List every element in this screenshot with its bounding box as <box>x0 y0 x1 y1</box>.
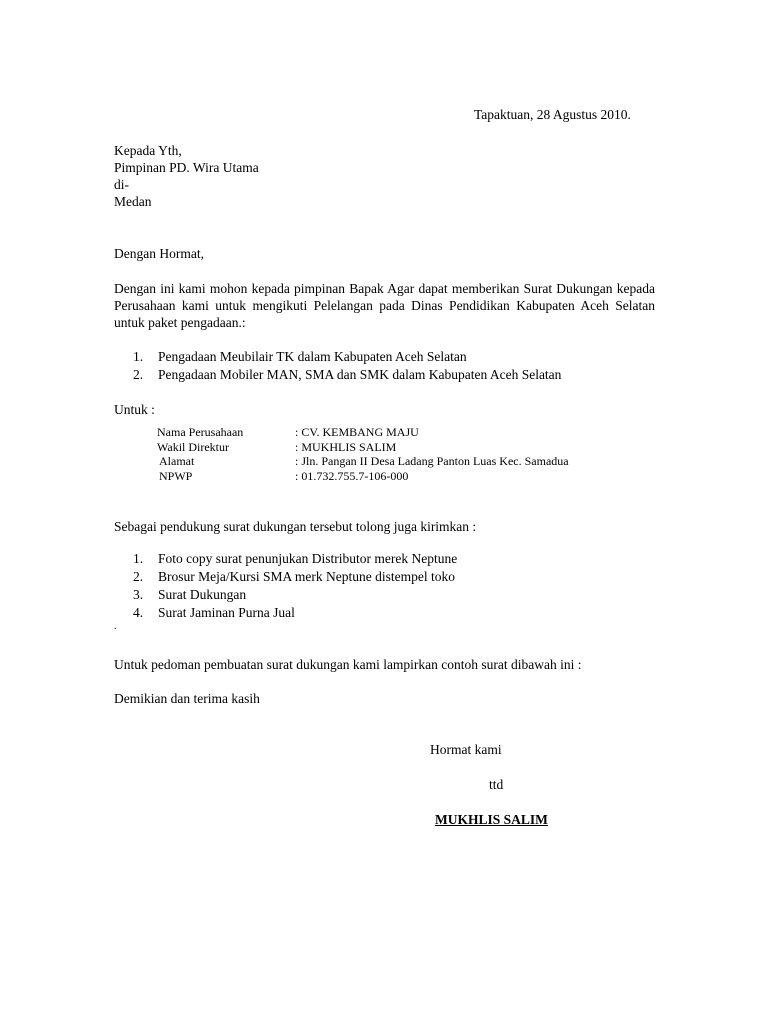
list-item <box>114 568 457 586</box>
recipient-line: Pimpinan PD. Wira Utama <box>114 160 259 175</box>
intro-paragraph: Dengan ini kami mohon kepada pimpinan Bapak Agar dapat memberikan Surat Dukungan kepada Perusahaan kami untuk mengikuti Pelelangan pada Dinas Pendidikan Kabupaten Aceh Selatan untuk paket pengadaan.: <box>114 281 655 330</box>
supporting-documents-list <box>114 550 457 622</box>
recipient-line: Kepada Yth, <box>114 143 182 158</box>
signature-ttd: ttd <box>489 777 504 792</box>
list-item-text: Pengadaan Meubilair TK dalam Kabupaten Aceh Selatan <box>158 349 467 364</box>
list-number: 2. <box>133 569 144 584</box>
list-item <box>114 366 561 384</box>
table-row <box>157 440 569 455</box>
recipient-line: di- <box>114 177 129 192</box>
recipient-block <box>114 142 259 210</box>
table-row <box>157 469 569 484</box>
list-item <box>114 348 561 366</box>
signature-regards: Hormat kami <box>430 742 502 757</box>
detail-label: NPWP <box>159 468 193 483</box>
letter-date: Tapaktuan, 28 Agustus 2010. <box>474 107 631 122</box>
stray-mark: . <box>114 621 117 632</box>
guidance-paragraph: Untuk pedoman pembuatan surat dukungan kami lampirkan contoh surat dibawah ini : <box>114 657 582 672</box>
detail-label: Nama Perusahaan <box>157 425 244 439</box>
for-label: Untuk : <box>114 402 155 417</box>
detail-value: : CV. KEMBANG MAJU <box>295 425 419 439</box>
list-number: 1. <box>133 349 144 364</box>
table-row <box>157 454 569 469</box>
recipient-line: Medan <box>114 194 152 209</box>
table-row <box>157 425 569 440</box>
closing-line: Demikian dan terima kasih <box>114 691 260 706</box>
detail-value: : MUKHLIS SALIM <box>295 439 397 454</box>
detail-value: : 01.732.755.7-106-000 <box>295 468 409 483</box>
list-number: 1. <box>133 551 144 566</box>
list-item-text: Surat Dukungan <box>158 587 247 602</box>
list-item <box>114 604 457 622</box>
list-item <box>114 586 457 604</box>
detail-label: Wakil Direktur <box>157 439 230 454</box>
list-item <box>114 550 457 568</box>
detail-value: : Jln. Pangan II Desa Ladang Panton Luas Kec. Samadua <box>295 454 569 469</box>
list-number: 3. <box>133 587 144 602</box>
supporting-intro: Sebagai pendukung surat dukungan tersebut tolong juga kirimkan : <box>114 519 477 534</box>
list-item-text: Brosur Meja/Kursi SMA merk Neptune distempel toko <box>158 569 455 584</box>
greeting: Dengan Hormat, <box>114 246 204 261</box>
detail-label: Alamat <box>159 454 195 469</box>
procurement-list <box>114 348 561 384</box>
company-details-table <box>157 425 569 483</box>
list-item-text: Foto copy surat penunjukan Distributor merek Neptune <box>158 551 458 566</box>
list-item-text: Surat Jaminan Purna Jual <box>158 605 295 620</box>
signatory-name: MUKHLIS SALIM <box>435 812 548 827</box>
list-item-text: Pengadaan Mobiler MAN, SMA dan SMK dalam Kabupaten Aceh Selatan <box>158 367 562 382</box>
list-number: 2. <box>133 367 144 382</box>
list-number: 4. <box>133 605 144 620</box>
